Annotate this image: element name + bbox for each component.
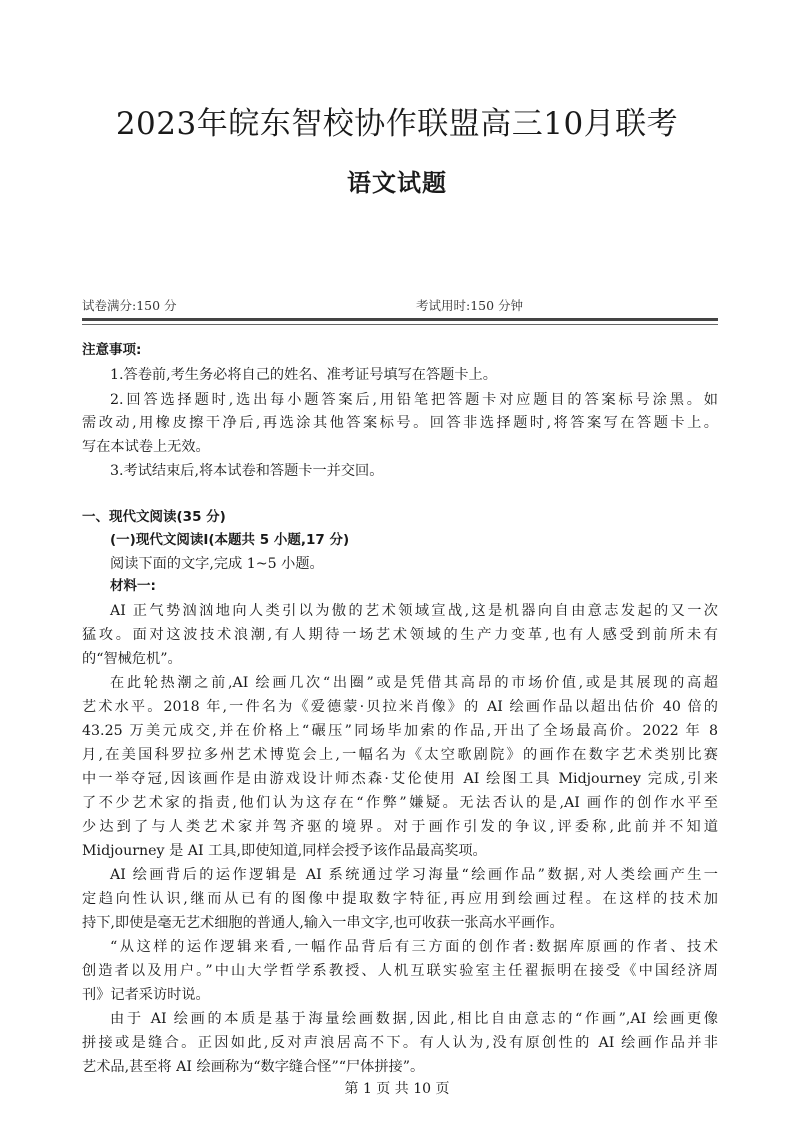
page-footer: 第 1 页 共 10 页 <box>344 1081 450 1097</box>
body-line: 艺术品,甚至将 AI 绘画称为“数字缝合怪”“尸体拼接”。 <box>82 1059 425 1075</box>
section-subheading: (一)现代文阅读Ⅰ(本题共 5 小题,17 分) <box>110 532 350 548</box>
exam-title: 2023年皖东智校协作联盟高三10月联考 <box>115 106 679 142</box>
notice-line: 写在本试卷上无效。 <box>82 439 210 455</box>
exam-subtitle: 语文试题 <box>347 169 447 197</box>
body-line: 创造者以及用户。”中山大学哲学系教授、人机互联实验室主任翟振明在接受《中国经济周 <box>82 963 718 979</box>
body-line: AI 绘画背后的运作逻辑是 AI 系统通过学习海量“绘画作品”数据,对人类绘画产生一 <box>110 867 718 883</box>
section-heading: 一、现代文阅读(35 分) <box>82 509 226 525</box>
body-line: 在此轮热潮之前,AI 绘画几次“出圈”或是凭借其高昂的市场价值,或是其展现的高超 <box>110 675 718 691</box>
section-instruction: 阅读下面的文字,完成 1~5 小题。 <box>110 556 324 572</box>
score-info: 试卷满分:150 分 <box>82 298 177 313</box>
body-line: “从这样的运作逻辑来看,一幅作品背后有三方面的创作者:数据库原画的作者、技术 <box>110 939 718 955</box>
time-info: 考试用时:150 分钟 <box>416 298 524 313</box>
body-line: 了不少艺术家的指责,他们认为这存在“作弊”嫌疑。无法否认的是,AI 画作的创作水平至 <box>82 795 718 811</box>
notice-line: 需改动,用橡皮擦干净后,再选涂其他答案标号。回答非选择题时,将答案写在答题卡上。 <box>82 415 718 431</box>
material-label: 材料一: <box>110 578 156 594</box>
body-line: 43.25 万美元成交,并在价格上“碾压”同场毕加索的作品,开出了全场最高价。2022 年 8 <box>82 723 718 739</box>
body-line: 的“智械危机”。 <box>82 651 182 667</box>
body-line: 少达到了与人类艺术家并驾齐驱的境界。对于画作引发的争议,评委称,此前并不知道 <box>82 819 718 835</box>
body-line: 中一举夺冠,因该画作是由游戏设计师杰森·艾伦使用 AI 绘图工具 Midjourney 完成,引来 <box>82 771 718 787</box>
notice-line: 2.回答选择题时,选出每小题答案后,用铅笔把答题卡对应题目的答案标号涂黑。如 <box>110 392 718 408</box>
header-rule-thick <box>82 318 718 321</box>
notice-line: 1.答卷前,考生务必将自己的姓名、准考证号填写在答题卡上。 <box>110 367 497 383</box>
body-line: 拼接或是缝合。正因如此,反对声浪居高不下。有人认为,没有原创性的 AI 绘画作品并非 <box>82 1035 718 1051</box>
body-line: 艺术水平。2018 年,一件名为《爱德蒙·贝拉米肖像》的 AI 绘画作品以超出估价 40 倍的 <box>82 699 718 715</box>
notice-line: 3.考试结束后,将本试卷和答题卡一并交回。 <box>110 463 384 479</box>
notice-heading: 注意事项: <box>82 342 142 358</box>
body-line: 月,在美国科罗拉多州艺术博览会上,一幅名为《太空歌剧院》的画作在数字艺术类别比赛 <box>82 747 718 763</box>
body-line: AI 正气势汹汹地向人类引以为傲的艺术领域宣战,这是机器向自由意志发起的又一次 <box>110 603 718 619</box>
body-line: 持下,即使是毫无艺术细胞的普通人,输入一串文字,也可收获一张高水平画作。 <box>82 915 564 931</box>
body-line: 由于 AI 绘画的本质是基于海量绘画数据,因此,相比自由意志的“作画”,AI 绘画更像 <box>110 1011 718 1027</box>
body-line: 定趋向性认识,继而从已有的图像中提取数字特征,再应用到绘画过程。在这样的技术加 <box>82 891 718 907</box>
body-line: 刊》记者采访时说。 <box>82 987 210 1003</box>
body-line: Midjourney 是 AI 工具,即使知道,同样会授予该作品最高奖项。 <box>82 843 487 859</box>
body-line: 猛攻。面对这波技术浪潮,有人期待一场艺术领域的生产力变革,也有人感受到前所未有 <box>82 627 718 643</box>
header-rule-thin <box>82 324 718 325</box>
